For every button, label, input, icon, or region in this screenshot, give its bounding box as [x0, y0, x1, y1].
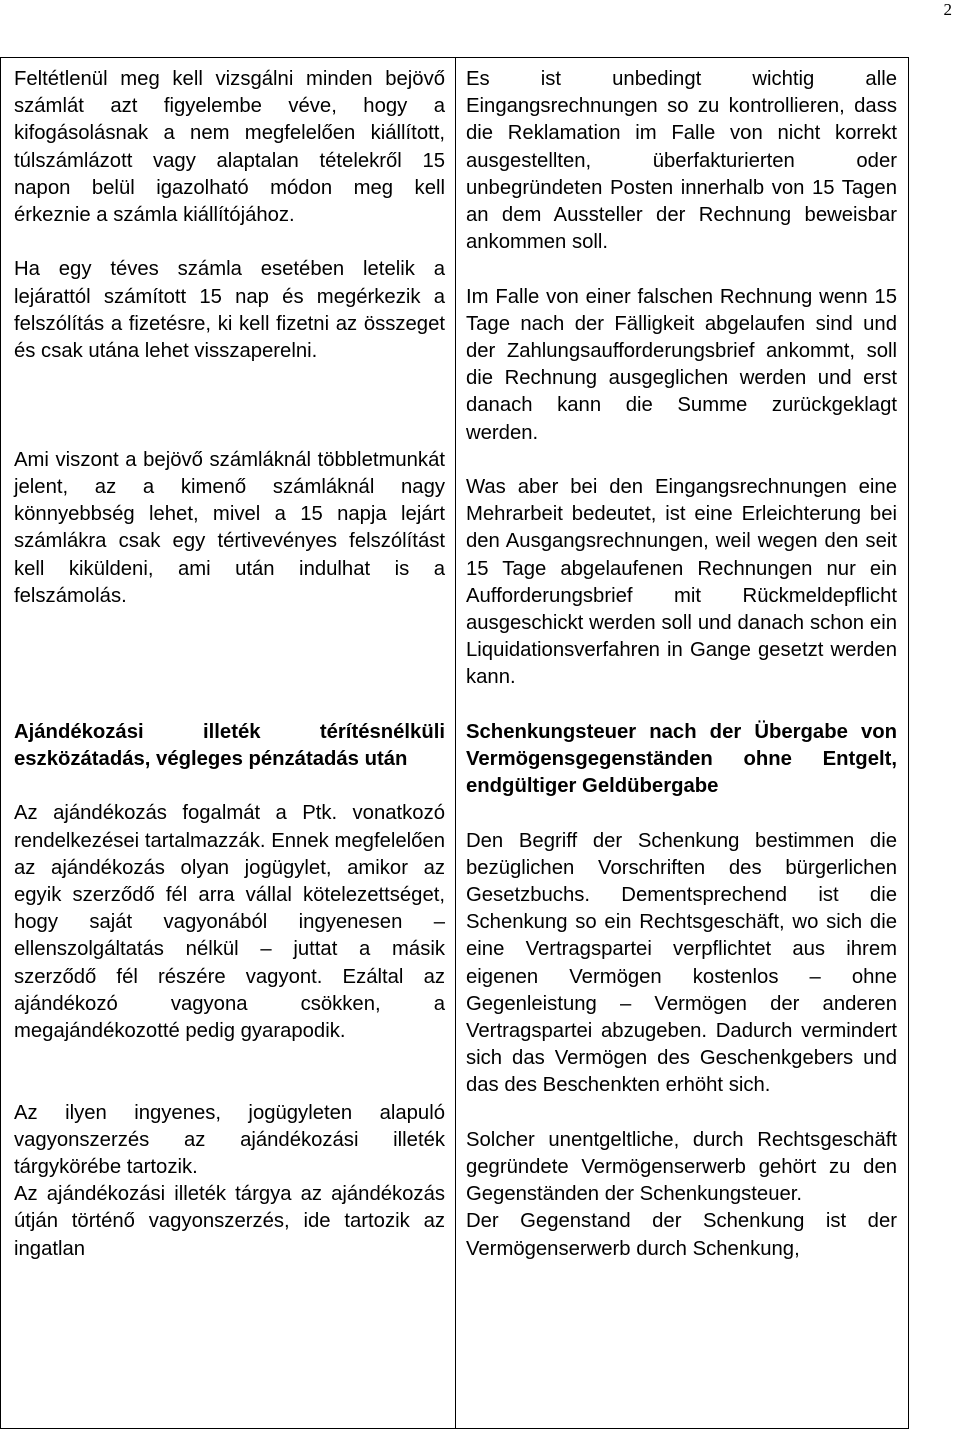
- de-paragraph-3: Was aber bei den Eingangsrechnungen eine Mehrarbeit bedeutet, ist eine Erleichterung bei den Ausgangsrechnungen, weil wegen den seit 15 Tage abgelaufenen Rechnungen nur ein Aufforderungsbrief mit Rückmeldepflicht ausgeschickt werden soll und danach schon ein Liquidationsverfahren in Gange gesetzt werden kann.: [466, 476, 897, 689]
- de-section-heading: Schenkungsteuer nach der Übergabe von Vermögensgegenständen ohne Entgelt, endgültiger Geldübergabe: [466, 720, 897, 798]
- de-paragraph-6: Der Gegenstand der Schenkung ist der Vermögenserwerb durch Schenkung,: [466, 1210, 897, 1260]
- de-paragraph-1: Es ist unbedingt wichtig alle Eingangsrechnungen so zu kontrollieren, dass die Reklamation im Falle von nicht korrekt ausgestellten, überfakturierten oder unbegründeten Posten innerhalb von 15 Tagen an dem Aussteller der Rechnung beweisbar ankommen soll.: [466, 68, 897, 254]
- column-divider: [455, 58, 456, 1428]
- de-paragraph-5: Solcher unentgeltliche, durch Rechtsgeschäft gegründete Vermögenserwerb gehört zu den Gegenständen der Schenkungsteuer.: [466, 1128, 897, 1206]
- hu-paragraph-5: Az ilyen ingyenes, jogügyleten alapuló vagyonszerzés az ajándékozási illeték tárgykörébe tartozik.: [14, 1101, 445, 1178]
- de-paragraph-4: Den Begriff der Schenkung bestimmen die bezüglichen Vorschriften des bürgerlichen Gesetzbuchs. Dementsprechend ist die Schenkung so ein Rechtsgeschäft, wo sich die eine Vertragspartei verpflichtet aus ihrem eigenen Vermögen kostenlos – ohne Gegenleistung – Vermögen der anderen Vertragspartei abzugeben. Dadurch vermindert sich das Vermögen des Geschenkgebers und das des Beschenkten erhöht sich.: [466, 829, 897, 1097]
- page-number: 2: [943, 0, 952, 19]
- hu-paragraph-1: Feltétlenül meg kell vizsgálni minden bejövő számlát azt figyelembe véve, hogy a kifogásolásnak a nem megfelelően kiállított, túlszámlázott vagy alaptalan tételekről 15 napon belül igazolható módon meg kell érkeznie a számla kiállítójához.: [14, 68, 445, 227]
- hu-paragraph-3: Ami viszont a bejövő számláknál többletmunkát jelent, az a kimenő számláknál nagy könnyebbség lehet, mivel a 15 napja lejárt számlákra csak egy tértivevényes felszólítást kell kiküldeni, ami után indulhat is a felszámolás.: [14, 448, 445, 607]
- hu-paragraph-2: Ha egy téves számla esetében letelik a lejárattól számított 15 nap és megérkezik a felszólítás a fizetésre, ki kell fizetni az összeget és csak utána lehet visszaperelni.: [14, 258, 445, 363]
- de-paragraph-2: Im Falle von einer falschen Rechnung wenn 15 Tage nach der Fälligkeit abgelaufen sind und der Zahlungsaufforderungsbrief ankommt, soll die Rechnung ausgeglichen werden und erst danach kann die Summe zurückgeklagt werden.: [466, 285, 897, 444]
- hu-section-heading: Ajándékozási illeték térítésnélküli eszközátadás, végleges pénzátadás után: [14, 720, 445, 770]
- hu-paragraph-4: Az ajándékozás fogalmát a Ptk. vonatkozó rendelkezései tartalmazzák. Ennek megfelelően az ajándékozás olyan jogügylet, amikor az egyik szerződő fél arra vállal kötelezettséget, hogy saját vagyonából ingyenesen – ellenszolgáltatás nélkül – juttat a másik szerződő fél részére vagyont. Ezáltal az ajándékozó vagyona csökken, a megajándékozotté pedig gyarapodik.: [14, 802, 445, 1042]
- german-column: [466, 66, 897, 1263]
- bilingual-table: [0, 57, 909, 1429]
- hungarian-column: [14, 66, 445, 1263]
- hu-paragraph-6: Az ajándékozási illeték tárgya az ajándékozás útján történő vagyonszerzés, ide tartozik az ingatlan: [14, 1183, 445, 1260]
